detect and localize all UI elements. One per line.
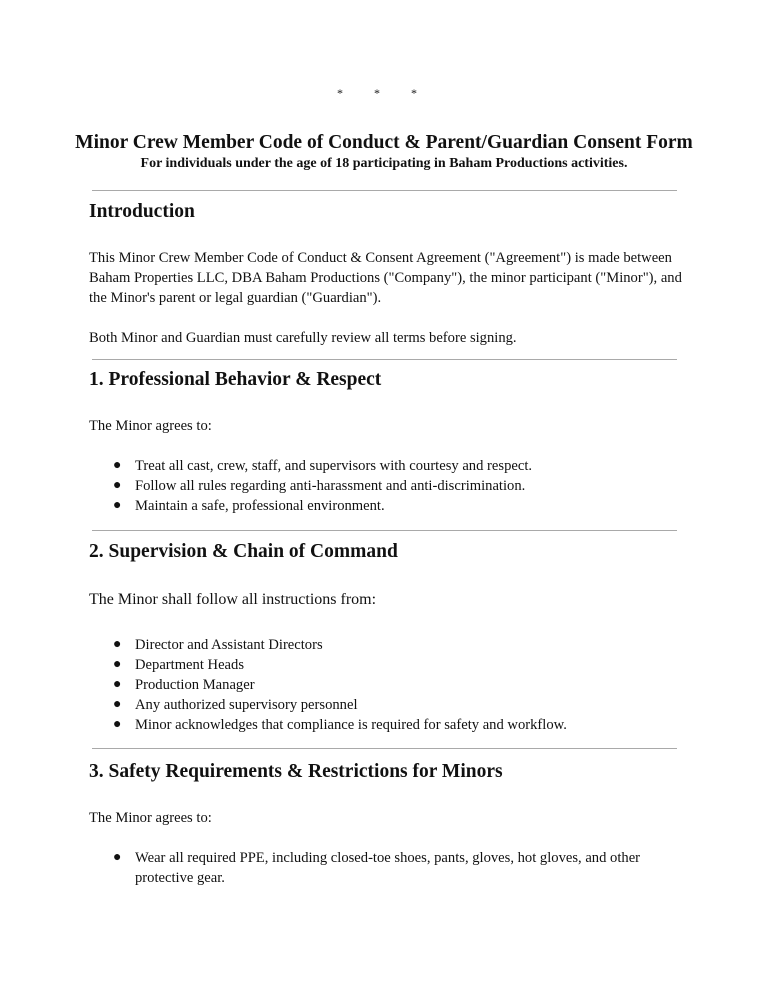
document-title: Minor Crew Member Code of Conduct & Parent/Guardian Consent Form	[75, 132, 693, 153]
list-item: ● Production Manager	[113, 677, 255, 693]
bullet-icon: ●	[113, 850, 122, 865]
list-item: ● Maintain a safe, professional environment.	[113, 498, 385, 514]
ornament: * * *	[337, 86, 431, 100]
bullet-icon: ●	[113, 657, 122, 672]
list-item: ● Director and Assistant Directors	[113, 637, 323, 653]
list-item: ● Minor acknowledges that compliance is required for safety and workflow.	[113, 717, 567, 733]
document-subtitle: For individuals under the age of 18 participating in Baham Productions activities.	[140, 156, 628, 171]
section-heading: 3. Safety Requirements & Restrictions for Minors	[89, 761, 503, 782]
section-intro: The Minor agrees to:	[89, 418, 212, 434]
section-heading: Introduction	[89, 201, 195, 222]
paragraph: This Minor Crew Member Code of Conduct & Consent Agreement ("Agreement") is made between Baham Properties LLC, DBA Baham Productions ("Company"), the minor participant ("Minor"), and the Minor's parent or legal guardian ("Guardian").	[89, 250, 682, 306]
divider	[92, 359, 677, 360]
bullet-list	[89, 456, 679, 516]
bullet-icon: ●	[113, 637, 122, 652]
section-1	[89, 368, 679, 392]
list-item: ● Wear all required PPE, including closed-toe shoes, pants, gloves, hot gloves, and other protective gear.	[113, 850, 641, 886]
bullet-icon: ●	[113, 458, 122, 473]
section-heading: 1. Professional Behavior & Respect	[89, 369, 382, 390]
section-intro: The Minor shall follow all instructions from:	[89, 591, 377, 608]
bullet-icon: ●	[113, 697, 122, 712]
list-item: ● Follow all rules regarding anti-harassment and anti-discrimination.	[113, 478, 526, 494]
intro-note	[89, 328, 679, 348]
list-item: ● Treat all cast, crew, staff, and supervisors with courtesy and respect.	[113, 458, 533, 474]
bullet-list	[89, 848, 649, 888]
divider	[92, 530, 677, 531]
bullet-icon: ●	[113, 498, 122, 513]
list-item: ● Department Heads	[113, 657, 245, 673]
paragraph: Both Minor and Guardian must carefully review all terms before signing.	[89, 330, 517, 346]
section-3	[89, 760, 679, 784]
list-item: ● Any authorized supervisory personnel	[113, 697, 358, 713]
bullet-icon: ●	[113, 478, 122, 493]
section-2	[89, 540, 679, 564]
section-intro: The Minor agrees to:	[89, 810, 212, 826]
divider	[92, 190, 677, 191]
intro-paragraph	[89, 248, 684, 308]
bullet-list	[89, 635, 679, 735]
section-heading: 2. Supervision & Chain of Command	[89, 541, 398, 562]
divider	[92, 748, 677, 749]
bullet-icon: ●	[113, 677, 122, 692]
section-introduction	[89, 200, 679, 224]
bullet-icon: ●	[113, 717, 122, 732]
